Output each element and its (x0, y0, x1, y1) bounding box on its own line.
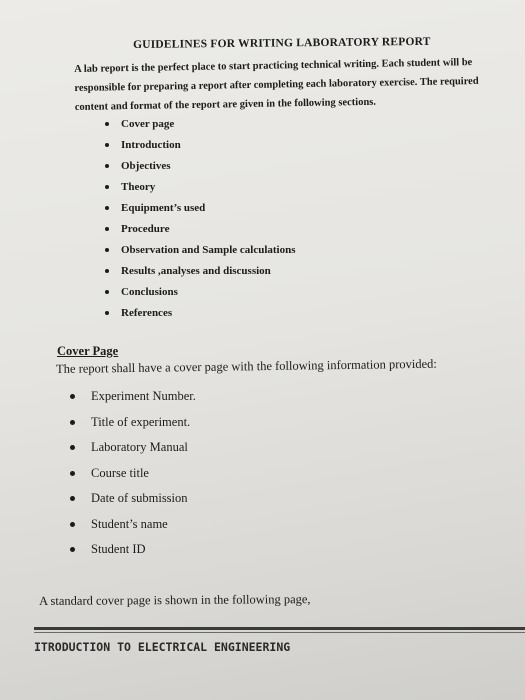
report-sections-list (105, 116, 296, 326)
section-item: Cover page (105, 116, 296, 137)
document-heading: GUIDELINES FOR WRITING LABORATORY REPORT (133, 35, 431, 51)
intro-line: responsible for preparing a report after completing each laboratory exercise. The required (74, 75, 479, 94)
section-item: References (105, 305, 296, 326)
section-item: Results ,analyses and discussion (105, 263, 296, 284)
cover-item: Title of experiment. (70, 414, 196, 440)
section-item: Objectives (105, 158, 296, 179)
intro-line: A lab report is the perfect place to start practicing technical writing. Each student will be (74, 57, 473, 75)
standard-cover-note: A standard cover page is shown in the following page, (39, 592, 311, 608)
next-page-heading: ITRODUCTION TO ELECTRICAL ENGINEERING (34, 640, 291, 654)
cover-item: Date of submission (70, 490, 196, 516)
cover-item: Student’s name (70, 516, 196, 542)
cover-page-intro: The report shall have a cover page with the following information provided: (56, 356, 437, 376)
cover-page-items-list (70, 388, 196, 567)
intro-paragraph (74, 52, 515, 117)
cover-page-title: Cover Page (57, 344, 119, 358)
cover-item: Student ID (70, 541, 196, 567)
cover-item: Course title (70, 465, 196, 491)
section-item: Theory (105, 179, 296, 200)
section-item: Observation and Sample calculations (105, 242, 296, 263)
cover-item: Laboratory Manual (70, 439, 196, 465)
intro-line: content and format of the report are given in the following sections. (74, 96, 377, 113)
section-item: Equipment’s used (105, 200, 296, 221)
section-item: Procedure (105, 221, 296, 242)
cover-item: Experiment Number. (70, 388, 196, 414)
section-item: Introduction (105, 137, 296, 158)
divider-thick (34, 627, 525, 630)
divider-thin (34, 632, 525, 633)
section-item: Conclusions (105, 284, 296, 305)
